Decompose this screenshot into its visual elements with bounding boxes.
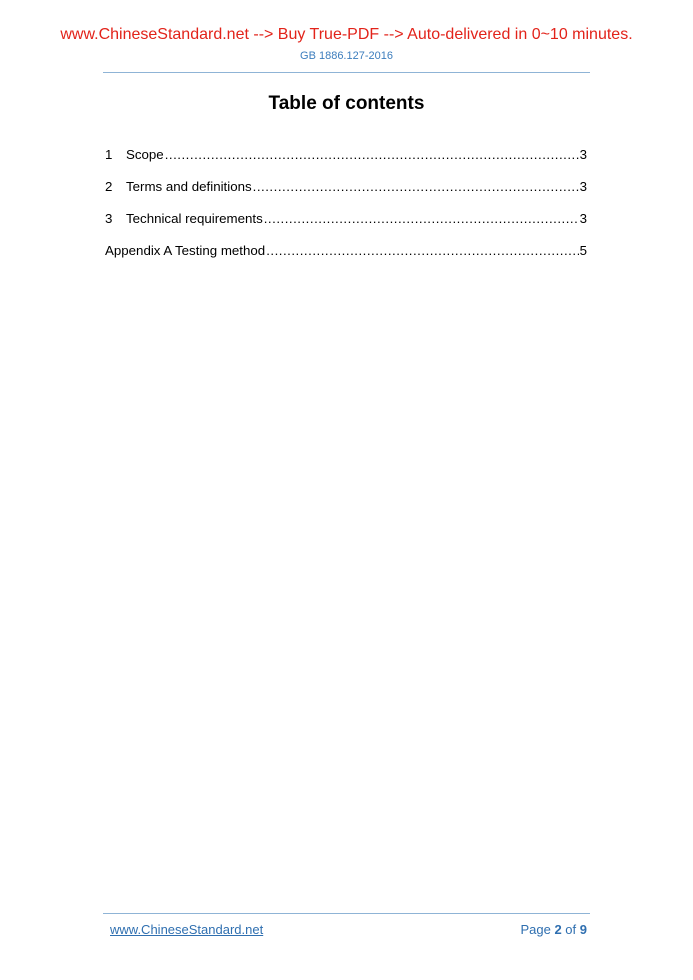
toc-entry-number: 1 — [105, 147, 113, 162]
toc-entry-page: 3 — [579, 147, 587, 162]
header-divider — [103, 72, 590, 73]
toc-entry-scope[interactable] — [105, 147, 587, 179]
toc-entry-label: Terms and definitions — [126, 179, 252, 194]
top-banner[interactable]: www.ChineseStandard.net --> Buy True-PDF --> Auto-delivered in 0~10 minutes. — [60, 26, 633, 43]
page-prefix: Page — [520, 922, 551, 937]
toc-entry-number: 2 — [105, 179, 113, 194]
page-total: 9 — [579, 922, 587, 937]
toc-entry-appendix-a[interactable] — [105, 243, 587, 275]
toc-entry-label: Appendix A Testing method — [105, 243, 266, 258]
toc-entry-label: Technical requirements — [126, 211, 263, 226]
page-title: Table of contents — [268, 93, 425, 114]
page-of: of — [565, 922, 577, 937]
footer-website-link[interactable]: www.ChineseStandard.net — [110, 922, 264, 937]
toc-leader-dots — [165, 147, 579, 162]
toc-list — [105, 147, 587, 275]
toc-entry-page: 3 — [579, 211, 587, 226]
toc-entry-number: 3 — [105, 211, 113, 226]
toc-entry-label: Scope — [126, 147, 164, 162]
toc-entry-technical[interactable] — [105, 211, 587, 243]
page-indicator — [520, 922, 587, 937]
toc-entry-page: 5 — [579, 243, 587, 258]
page-current: 2 — [554, 922, 562, 937]
document-code: GB 1886.127-2016 — [300, 50, 393, 62]
toc-leader-dots — [264, 211, 579, 226]
toc-entry-page: 3 — [579, 179, 587, 194]
toc-leader-dots — [253, 179, 579, 194]
toc-entry-terms[interactable] — [105, 179, 587, 211]
toc-leader-dots — [266, 243, 578, 258]
footer-divider — [103, 913, 590, 914]
